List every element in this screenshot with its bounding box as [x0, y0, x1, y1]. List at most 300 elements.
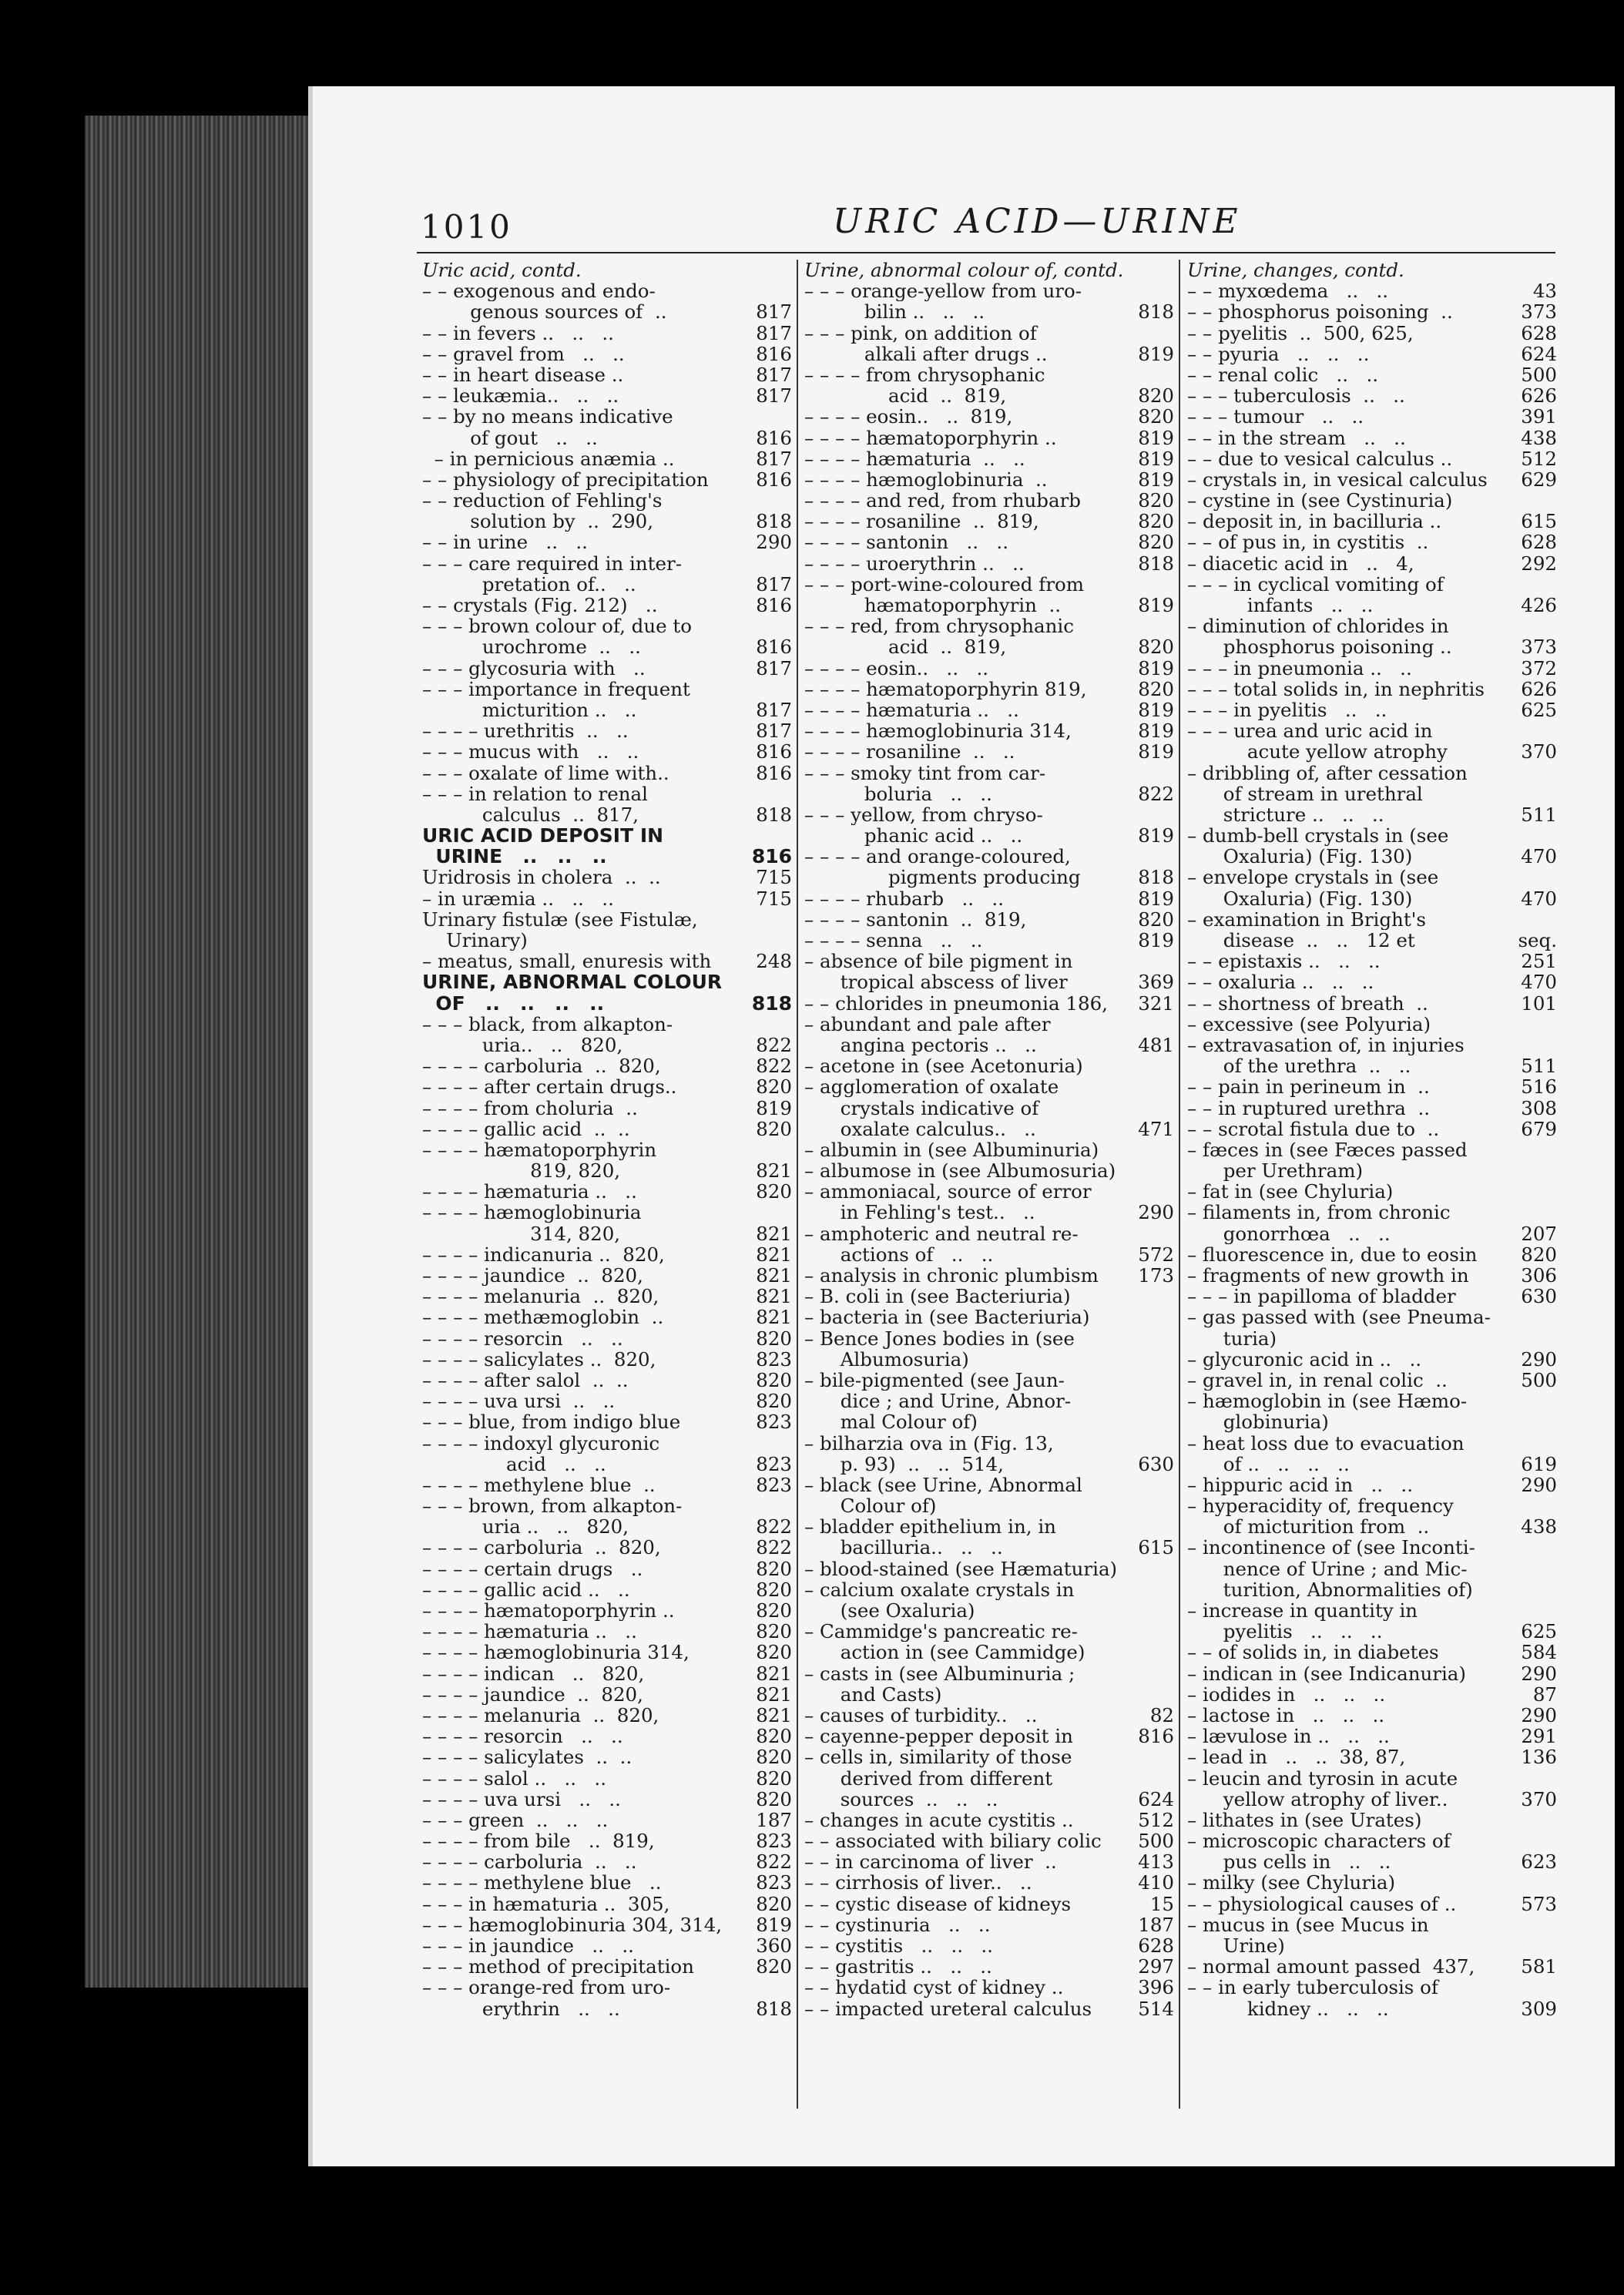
index-entry: [422, 553, 792, 574]
index-entry: [804, 1223, 1174, 1244]
index-entry: [422, 1411, 792, 1432]
index-column-left: [422, 260, 792, 2019]
entry-page-ref: 820: [756, 1788, 792, 1810]
entry-page-ref: 820: [756, 1621, 792, 1642]
entry-page-ref: 625: [1521, 1621, 1557, 1642]
index-entry: [804, 1851, 1174, 1872]
entry-text: – – – – urethritis .. ..: [422, 720, 629, 742]
entry-page-ref: 291: [1521, 1726, 1557, 1747]
entry-text: – fluorescence in, due to eosin: [1187, 1243, 1478, 1265]
index-entry: [1187, 1411, 1557, 1432]
entry-text: – – crystals (Fig. 212) ..: [422, 595, 658, 616]
entry-page-ref: [787, 406, 792, 427]
entry-text: – – – – salicylates .. 820,: [422, 1348, 656, 1370]
entry-text: – bladder epithelium in, in: [804, 1516, 1056, 1538]
entry-page-ref: [787, 616, 792, 636]
index-entry: [804, 1076, 1174, 1097]
entry-page-ref: 821: [756, 1663, 792, 1684]
entry-text: solution by .. 290,: [422, 511, 654, 532]
entry-text: – – – – and red, from rhubarb: [804, 490, 1081, 512]
index-entry: [804, 1098, 1174, 1119]
entry-text: – – – – rosaniline .. ..: [804, 741, 1015, 763]
index-entry: [1187, 951, 1557, 971]
index-entry: [1187, 385, 1557, 406]
index-entry: [422, 1579, 792, 1600]
entry-text: – filaments in, from chronic: [1187, 1202, 1451, 1223]
index-entry: [422, 1391, 792, 1411]
entry-page-ref: [1552, 260, 1557, 280]
entry-page-ref: 821: [756, 1223, 792, 1244]
entry-text: mal Colour of): [804, 1411, 978, 1433]
index-entry: [422, 1977, 792, 1998]
entry-page-ref: 481: [1138, 1034, 1174, 1056]
index-entry: [1187, 1181, 1557, 1202]
entry-text: – iodides in .. .. ..: [1187, 1683, 1386, 1705]
index-entry: [1187, 1705, 1557, 1726]
entry-page-ref: 626: [1521, 678, 1557, 700]
entry-text: crystals indicative of: [804, 1097, 1039, 1119]
entry-text: – – – – indoxyl glycuronic: [422, 1432, 660, 1454]
entry-page-ref: [1552, 825, 1557, 846]
entry-page-ref: [1552, 1035, 1557, 1055]
entry-text: – – – – gallic acid .. ..: [422, 1118, 630, 1139]
entry-text: – in uræmia .. .. ..: [422, 887, 614, 909]
entry-page-ref: [787, 1139, 792, 1160]
entry-text: – – gravel from .. ..: [422, 343, 625, 364]
entry-page-ref: 173: [1138, 1265, 1174, 1287]
entry-page-ref: 584: [1521, 1642, 1557, 1663]
index-entry: [804, 1789, 1174, 1810]
index-entry: [422, 1746, 792, 1767]
entry-page-ref: [1169, 1098, 1174, 1119]
entry-page-ref: [1552, 763, 1557, 783]
index-entry: [422, 1537, 792, 1558]
entry-page-ref: 823: [756, 1474, 792, 1496]
entry-page-ref: [787, 909, 792, 930]
entry-page-ref: 819: [1138, 427, 1174, 448]
entry-text: – casts in (see Albuminuria ;: [804, 1663, 1075, 1684]
index-entry: [422, 867, 792, 887]
entry-text: – heat loss due to evacuation: [1187, 1432, 1465, 1454]
entry-text: stricture .. .. ..: [1187, 804, 1384, 826]
entry-page-ref: 512: [1521, 448, 1557, 469]
entry-page-ref: [1169, 1328, 1174, 1349]
index-entry: [1187, 888, 1557, 909]
index-entry: [1187, 930, 1557, 951]
index-entry: [1187, 301, 1557, 322]
entry-page-ref: 628: [1521, 322, 1557, 344]
index-entry: [422, 951, 792, 971]
entry-text: acute yellow atrophy: [1187, 741, 1448, 763]
index-entry: [422, 1935, 792, 1956]
entry-page-ref: 818: [1138, 552, 1174, 574]
entry-page-ref: [1552, 1181, 1557, 1202]
entry-page-ref: [1169, 1746, 1174, 1767]
entry-page-ref: 187: [1138, 1914, 1174, 1935]
entry-text: hæmatoporphyrin ..: [804, 595, 1062, 616]
entry-text: Albumosuria): [804, 1348, 969, 1370]
entry-text: Urine): [1187, 1935, 1285, 1957]
index-entry: [804, 385, 1174, 406]
entry-page-ref: 630: [1138, 1453, 1174, 1475]
entry-text: pigments producing: [804, 867, 1081, 888]
entry-page-ref: 410: [1138, 1872, 1174, 1894]
entry-page-ref: 321: [1138, 992, 1174, 1014]
index-entry: [1187, 1391, 1557, 1411]
index-entry: [1187, 636, 1557, 657]
index-entry: [1187, 1663, 1557, 1684]
index-entry: [1187, 804, 1557, 825]
index-entry: [422, 385, 792, 406]
entry-text: – gas passed with (see Pneuma-: [1187, 1307, 1491, 1328]
entry-page-ref: 820: [756, 1391, 792, 1412]
entry-text: – – cystitis .. .. ..: [804, 1935, 993, 1957]
entry-page-ref: 820: [756, 1118, 792, 1139]
entry-text: and Casts): [804, 1683, 942, 1705]
entry-page-ref: 822: [756, 1034, 792, 1056]
index-entry: [422, 323, 792, 344]
index-entry: [804, 679, 1174, 700]
index-entry: [422, 1160, 792, 1181]
entry-text: pretation of.. ..: [422, 573, 636, 595]
index-entry: [422, 1894, 792, 1914]
index-entry: [422, 616, 792, 636]
entry-text: – – – – uroerythrin .. ..: [804, 552, 1025, 574]
entry-page-ref: [1169, 1370, 1174, 1391]
entry-text: erythrin .. ..: [422, 1998, 620, 2019]
entry-text: micturition .. ..: [422, 699, 637, 721]
index-entry: [1187, 364, 1557, 385]
entry-text: – – – – jaundice .. 820,: [422, 1265, 643, 1287]
index-entry: [804, 406, 1174, 427]
index-entry: [422, 574, 792, 595]
index-entry: [422, 1998, 792, 2019]
index-entry: [804, 1160, 1174, 1181]
index-entry: [804, 804, 1174, 825]
entry-page-ref: 820: [756, 1181, 792, 1203]
entry-text: tropical abscess of liver: [804, 971, 1068, 993]
entry-page-ref: 251: [1521, 951, 1557, 972]
entry-text: – changes in acute cystitis ..: [804, 1809, 1074, 1831]
entry-page-ref: 819: [1138, 448, 1174, 469]
entry-page-ref: [1552, 1160, 1557, 1181]
entry-page-ref: 822: [756, 1055, 792, 1077]
entry-page-ref: [1552, 1495, 1557, 1516]
entry-page-ref: [1552, 1579, 1557, 1600]
entry-text: – indican in (see Indicanuria): [1187, 1663, 1466, 1684]
index-heading: [422, 825, 792, 846]
entry-text: – ammoniacal, source of error: [804, 1181, 1092, 1203]
entry-text: – – in carcinoma of liver ..: [804, 1851, 1057, 1873]
entry-page-ref: [1169, 574, 1174, 595]
entry-page-ref: [1552, 1537, 1557, 1558]
entry-page-ref: 819: [756, 1914, 792, 1935]
entry-page-ref: [1552, 720, 1557, 741]
entry-page-ref: 817: [756, 364, 792, 386]
entry-page-ref: 818: [756, 511, 792, 532]
entry-page-ref: [787, 930, 792, 951]
entry-page-ref: [1169, 763, 1174, 783]
entry-page-ref: 628: [1138, 1935, 1174, 1957]
entry-text: – in pernicious anæmia ..: [422, 448, 675, 469]
entry-text: bacilluria.. .. ..: [804, 1537, 1003, 1559]
entry-page-ref: 817: [756, 720, 792, 742]
entry-text: – – – black, from alkapton-: [422, 1013, 673, 1035]
entry-text: – – – in pneumonia .. ..: [1187, 657, 1412, 679]
entry-text: Urinary): [422, 930, 528, 951]
index-entry: [804, 1286, 1174, 1307]
entry-text: – – – – hæmatoporphyrin ..: [804, 427, 1057, 448]
index-page: [308, 86, 1615, 2166]
index-entry: [804, 930, 1174, 951]
entry-page-ref: 628: [1521, 532, 1557, 553]
entry-page-ref: [1169, 1286, 1174, 1307]
entry-text: per Urethram): [1187, 1160, 1364, 1182]
entry-text: – leucin and tyrosin in acute: [1187, 1767, 1458, 1789]
entry-page-ref: 816: [756, 636, 792, 658]
index-entry: [422, 1098, 792, 1119]
index-entry: [804, 951, 1174, 971]
index-entry: [804, 867, 1174, 887]
book-page-edges: [85, 116, 316, 1988]
index-entry: [1187, 1370, 1557, 1391]
index-entry: [804, 1495, 1174, 1516]
entry-text: – – – in cyclical vomiting of: [1187, 573, 1444, 595]
index-entry: [1187, 616, 1557, 636]
index-entry: [1187, 741, 1557, 762]
entry-page-ref: 821: [756, 1265, 792, 1287]
index-entry: [804, 1349, 1174, 1370]
entry-page-ref: 817: [756, 699, 792, 721]
entry-text: – – – brown colour of, due to: [422, 616, 692, 637]
entry-text: – black (see Urine, Abnormal: [804, 1474, 1082, 1496]
entry-page-ref: [1169, 1181, 1174, 1202]
index-entry: [804, 1139, 1174, 1160]
entry-text: – – – yellow, from chryso-: [804, 804, 1043, 826]
entry-page-ref: [1169, 1475, 1174, 1495]
index-entry: [804, 1726, 1174, 1746]
index-entry: [804, 1035, 1174, 1055]
entry-page-ref: [787, 280, 792, 301]
entry-text: – – – – hæmoglobinuria 314,: [422, 1642, 690, 1663]
entry-page-ref: 823: [756, 1872, 792, 1894]
index-entry: [804, 448, 1174, 469]
entry-text: – – – – hæmaturia .. ..: [804, 699, 1019, 721]
index-entry: [1187, 1055, 1557, 1076]
entry-page-ref: 817: [756, 657, 792, 679]
index-entry: [1187, 1684, 1557, 1705]
entry-text: – B. coli in (see Bacteriuria): [804, 1286, 1071, 1307]
index-entry: [804, 280, 1174, 301]
index-entry: [1187, 1454, 1557, 1475]
index-entry: [422, 595, 792, 616]
entry-page-ref: 87: [1532, 1683, 1557, 1705]
entry-page-ref: 823: [756, 1453, 792, 1475]
entry-text: – gravel in, in renal colic ..: [1187, 1369, 1448, 1391]
entry-text: of .. .. .. ..: [1187, 1453, 1350, 1475]
entry-page-ref: 619: [1521, 1453, 1557, 1475]
entry-page-ref: 500: [1521, 364, 1557, 386]
entry-text: – – leukæmia.. .. ..: [422, 385, 619, 407]
entry-page-ref: 820: [756, 1327, 792, 1349]
entry-text: – blood-stained (see Hæmaturia): [804, 1558, 1118, 1579]
entry-text: Colour of): [804, 1495, 937, 1517]
entry-text: – – – pink, on addition of: [804, 322, 1037, 344]
entry-page-ref: 819: [1138, 468, 1174, 491]
entry-page-ref: [1552, 867, 1557, 887]
entry-text: – – – hæmoglobinuria 304, 314,: [422, 1914, 723, 1935]
entry-page-ref: 822: [756, 1516, 792, 1538]
continued-heading: [804, 260, 1174, 280]
entry-page-ref: 373: [1521, 636, 1557, 658]
entry-text: – – – – carboluria .. ..: [422, 1851, 637, 1873]
entry-text: URINE .. .. ..: [422, 846, 607, 867]
entry-page-ref: [1169, 1411, 1174, 1432]
entry-text: – – – – methylene blue ..: [422, 1872, 662, 1894]
entry-text: acid .. 819,: [804, 385, 1007, 407]
entry-text: – – – glycosuria with ..: [422, 657, 646, 679]
entry-text: – crystals in, in vesical calculus: [1187, 468, 1488, 491]
index-entry: [422, 1265, 792, 1286]
entry-text: – – – – eosin.. .. 819,: [804, 406, 1013, 428]
entry-page-ref: 372: [1521, 657, 1557, 679]
entry-page-ref: 309: [1521, 1998, 1557, 2019]
entry-page-ref: 816: [1138, 1726, 1174, 1747]
index-entry: [1187, 428, 1557, 448]
entry-text: – – – total solids in, in nephritis: [1187, 678, 1485, 700]
entry-page-ref: [1169, 951, 1174, 971]
entry-page-ref: 438: [1521, 427, 1557, 448]
entry-page-ref: [787, 490, 792, 511]
entry-text: – lactose in .. .. ..: [1187, 1704, 1385, 1726]
entry-page-ref: 516: [1521, 1076, 1557, 1098]
entry-page-ref: [1169, 1559, 1174, 1579]
entry-text: uria.. .. 820,: [422, 1034, 623, 1056]
index-entry: [1187, 1872, 1557, 1893]
index-entry: [422, 1914, 792, 1935]
entry-text: Oxaluria) (Fig. 130): [1187, 887, 1413, 909]
index-entry: [804, 1559, 1174, 1579]
entry-text: – – – – gallic acid .. ..: [422, 1579, 630, 1600]
index-entry: [804, 846, 1174, 867]
entry-page-ref: 715: [756, 887, 792, 909]
entry-page-ref: 817: [756, 301, 792, 323]
index-heading: [422, 993, 792, 1014]
index-entry: [422, 1600, 792, 1621]
entry-text: – – – tuberculosis .. ..: [1187, 385, 1405, 407]
entry-page-ref: [1552, 1768, 1557, 1789]
index-entry: [804, 658, 1174, 679]
index-entry: [1187, 1935, 1557, 1956]
entry-text: – – – – resorcin .. ..: [422, 1726, 623, 1747]
index-entry: [1187, 448, 1557, 469]
index-entry: [1187, 1559, 1557, 1579]
index-entry: [804, 1621, 1174, 1642]
index-entry: [422, 1035, 792, 1055]
entry-page-ref: [787, 825, 792, 846]
entry-text: – incontinence of (see Inconti-: [1187, 1537, 1475, 1559]
entry-text: – – – urea and uric acid in: [1187, 720, 1433, 742]
entry-page-ref: [1169, 616, 1174, 636]
entry-text: – – – in hæmaturia .. 305,: [422, 1893, 670, 1914]
entry-text: – – of pus in, in cystitis ..: [1187, 532, 1429, 553]
entry-page-ref: [1552, 1307, 1557, 1327]
entry-text: – – – – santonin .. 819,: [804, 908, 1027, 930]
entry-page-ref: 820: [1138, 511, 1174, 532]
entry-text: – – chlorides in pneumonia 186,: [804, 992, 1108, 1014]
entry-text: – – due to vesical calculus ..: [1187, 448, 1453, 469]
index-entry: [1187, 971, 1557, 992]
entry-page-ref: [1169, 1684, 1174, 1705]
entry-page-ref: [1169, 364, 1174, 385]
entry-text: – – in the stream .. ..: [1187, 427, 1406, 448]
index-entry: [422, 636, 792, 657]
entry-text: – agglomeration of oxalate: [804, 1076, 1059, 1098]
entry-page-ref: 821: [756, 1243, 792, 1265]
index-entry: [422, 1139, 792, 1160]
entry-page-ref: 623: [1521, 1851, 1557, 1873]
entry-text: – – cirrhosis of liver.. ..: [804, 1872, 1032, 1894]
entry-text: calculus .. 817,: [422, 804, 639, 826]
entry-page-ref: 290: [1138, 1202, 1174, 1223]
entry-page-ref: [787, 1977, 792, 1998]
entry-page-ref: [1552, 1830, 1557, 1851]
entry-page-ref: 511: [1521, 1055, 1557, 1077]
entry-page-ref: 816: [756, 741, 792, 763]
index-entry: [422, 1055, 792, 1076]
entry-page-ref: 820: [1138, 678, 1174, 700]
index-entry: [804, 616, 1174, 636]
index-entry: [1187, 1223, 1557, 1244]
entry-text: of stream in urethral: [1187, 783, 1423, 804]
entry-page-ref: 470: [1521, 887, 1557, 909]
entry-page-ref: [787, 1433, 792, 1454]
column-divider: [797, 260, 798, 2109]
index-entry: [804, 909, 1174, 930]
entry-page-ref: [1552, 783, 1557, 804]
entry-page-ref: 679: [1521, 1118, 1557, 1139]
entry-text: – dumb-bell crystals in (see: [1187, 825, 1449, 847]
index-entry: [1187, 406, 1557, 427]
entry-text: of gout .. ..: [422, 427, 598, 448]
entry-page-ref: 629: [1521, 468, 1557, 491]
entry-text: – – renal colic .. ..: [1187, 364, 1379, 386]
index-entry: [1187, 1014, 1557, 1035]
index-entry: [804, 1433, 1174, 1454]
entry-text: – bilharzia ova in (Fig. 13,: [804, 1432, 1054, 1454]
continued-heading: [422, 260, 792, 280]
entry-text: turia): [1187, 1327, 1277, 1349]
entry-text: acid .. ..: [422, 1453, 606, 1475]
entry-text: – – – – after certain drugs..: [422, 1076, 677, 1098]
entry-page-ref: [1552, 1139, 1557, 1160]
index-entry: [1187, 1621, 1557, 1642]
entry-page-ref: 101: [1521, 992, 1557, 1014]
index-entry: [422, 1768, 792, 1789]
entry-text: – – – – hæmaturia .. ..: [422, 1621, 637, 1642]
entry-text: (see Oxaluria): [804, 1600, 975, 1622]
entry-text: – excessive (see Polyuria): [1187, 1013, 1431, 1035]
index-entry: [1187, 1894, 1557, 1914]
entry-page-ref: 82: [1149, 1704, 1174, 1726]
entry-page-ref: [1169, 1391, 1174, 1411]
index-entry: [1187, 720, 1557, 741]
index-entry: [804, 888, 1174, 909]
entry-page-ref: [1169, 1055, 1174, 1076]
entry-page-ref: 625: [1521, 699, 1557, 721]
index-entry: [422, 763, 792, 783]
entry-page-ref: 817: [756, 573, 792, 595]
